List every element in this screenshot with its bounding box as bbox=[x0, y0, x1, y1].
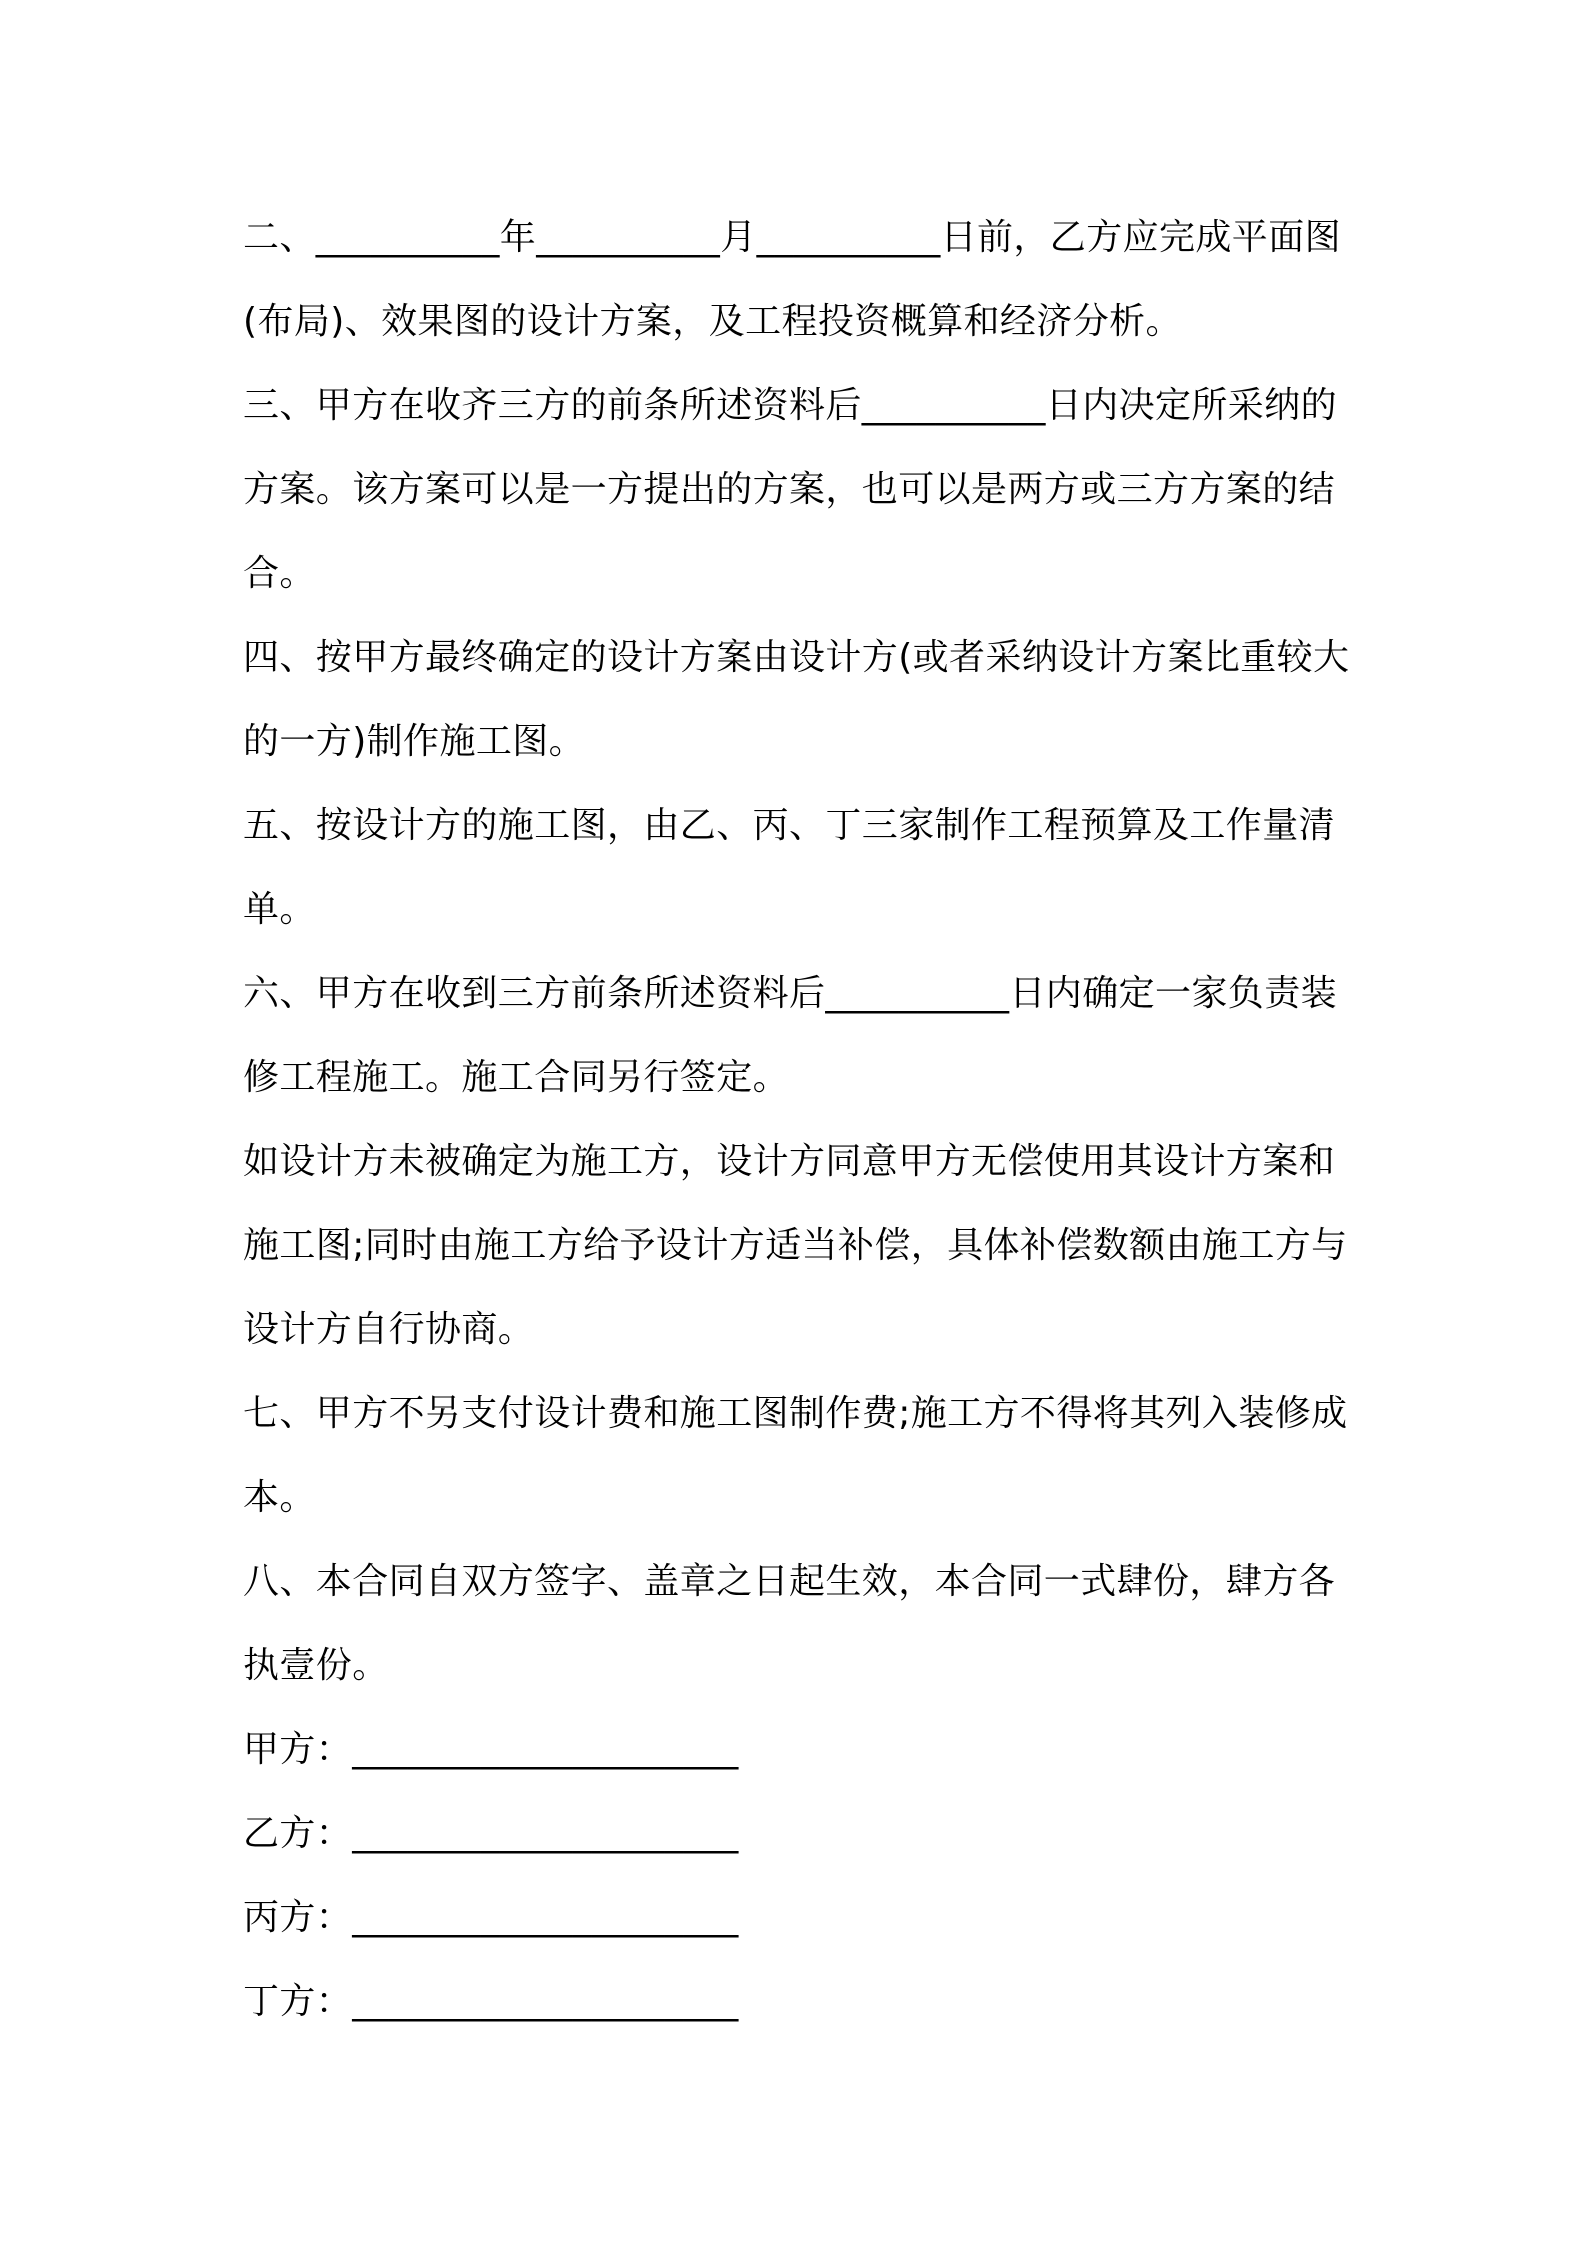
clause-6: 六、甲方在收到三方前条所述资料后__________日内确定一家负责装修工程施工。施工合同另行签定。 bbox=[243, 973, 1338, 1098]
clause-5: 五、按设计方的施工图，由乙、丙、丁三家制作工程预算及工作量清单。 bbox=[243, 805, 1336, 930]
signature-party-b: 乙方：_____________________ bbox=[243, 1813, 739, 1854]
clause-7: 七、甲方不另支付设计费和施工图制作费;施工方不得将其列入装修成本。 bbox=[243, 1393, 1348, 1518]
contract-body bbox=[243, 196, 1363, 2044]
signature-party-c: 丙方：_____________________ bbox=[243, 1897, 739, 1938]
clause-8: 八、本合同自双方签字、盖章之日起生效，本合同一式肆份，肆方各执壹份。 bbox=[243, 1561, 1336, 1686]
clause-4: 四、按甲方最终确定的设计方案由设计方(或者采纳设计方案比重较大的一方)制作施工图。 bbox=[243, 637, 1350, 762]
clause-3: 三、甲方在收齐三方的前条所述资料后__________日内决定所采纳的方案。该方案可以是一方提出的方案，也可以是两方或三方方案的结合。 bbox=[243, 385, 1338, 594]
clause-2: 二、__________年__________月__________日前，乙方应完成平面图(布局)、效果图的设计方案，及工程投资概算和经济分析。 bbox=[243, 217, 1341, 342]
signature-party-d: 丁方：_____________________ bbox=[243, 1981, 739, 2022]
clause-6-note: 如设计方未被确定为施工方，设计方同意甲方无偿使用其设计方案和施工图;同时由施工方给予设计方适当补偿，具体补偿数额由施工方与设计方自行协商。 bbox=[243, 1141, 1348, 1350]
signature-party-a: 甲方：_____________________ bbox=[243, 1729, 739, 1770]
